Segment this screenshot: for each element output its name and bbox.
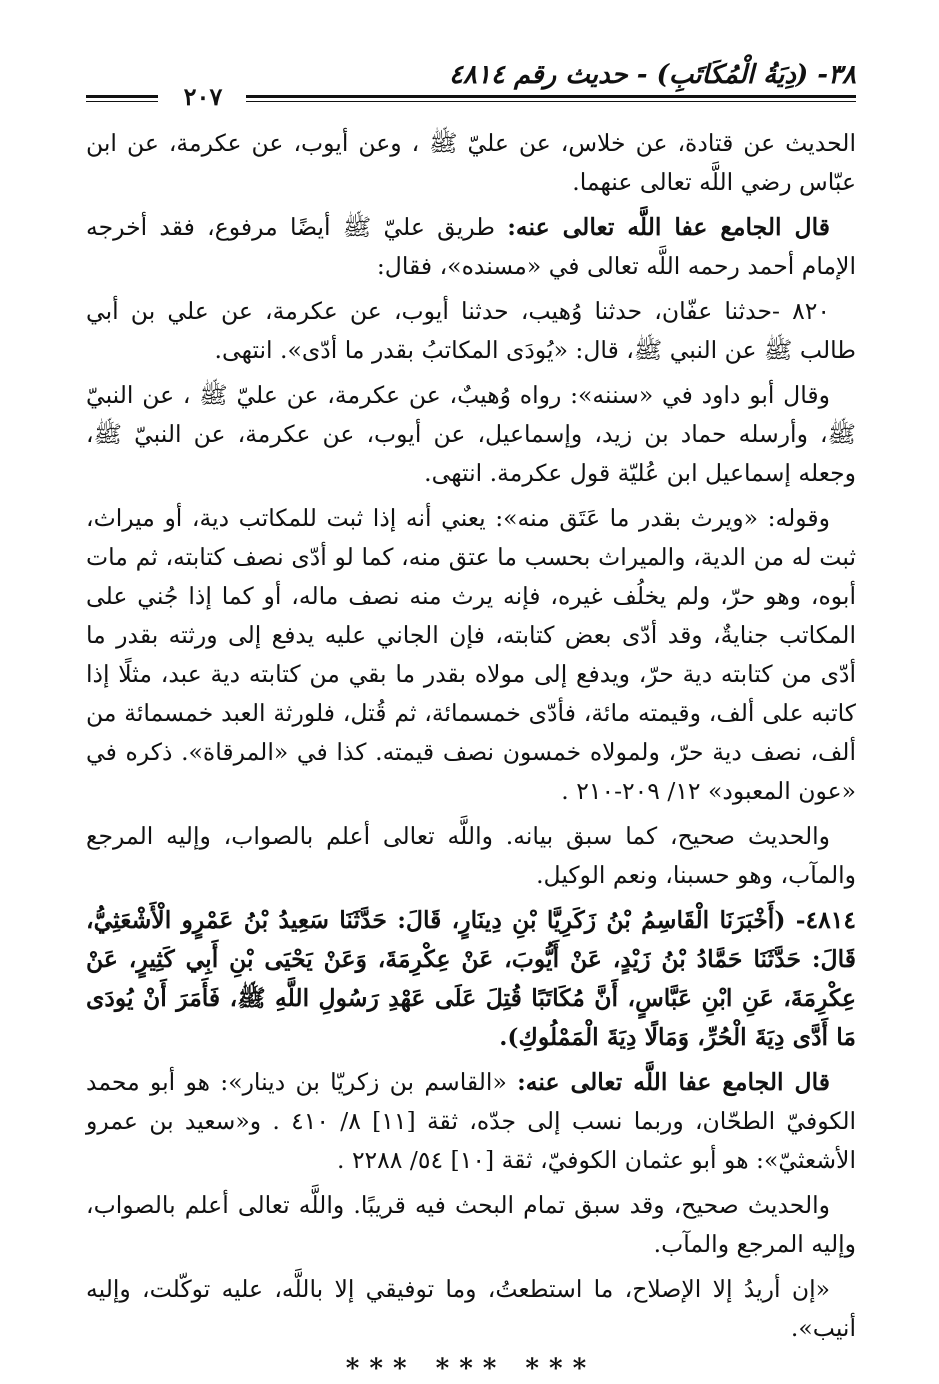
body-text [86,124,856,1384]
author-note-lead-2: قال الجامع عفا اللَّه تعالى عنه: [517,1068,830,1096]
paragraph-2-text: طريق عليّ ﷺ أيضًا مرفوع، فقد أخرجه الإمام أحمد رحمه اللَّه تعالى في «مسنده»، فقال: [86,213,856,280]
paragraph-8: والحديث صحيح، وقد سبق تمام البحث فيه قريبًا. واللَّه تعالى أعلم بالصواب، وإليه المرجع والمآب. [86,1191,856,1258]
paragraph-3: ٨٢٠ -حدثنا عفّان، حدثنا وُهيب، حدثنا أيوب، عن عكرمة، عن علي بن أبي طالب ﷺ عن النبي ﷺ، قال: «يُودَى المكاتبُ بقدر ما أدّى». انتهى. [86,297,856,364]
paragraph-7 [86,1063,856,1180]
paragraph-4: وقال أبو داود في «سننه»: رواه وُهيبٌ، عن عكرمة، عن عليّ ﷺ ، عن النبيّ ﷺ، وأرسله حماد بن زيد، وإسماعيل، عن أيوب، عن عكرمة، عن النبيّ ﷺ، وجعله إسماعيل ابن عُليّة قول عكرمة. انتهى. [86,381,856,487]
page-header [86,56,856,111]
author-note-lead: قال الجامع عفا اللَّه تعالى عنه: [507,213,830,241]
paragraph-2 [86,208,856,286]
header-rule [246,95,856,98]
page-number: ٢٠٧ [183,82,223,111]
header-rule-thin [246,101,856,102]
section-separator: *** *** *** [345,1354,597,1384]
chapter-title: ٣٨- (دِيَةُ الْمُكَاتَبِ) - حديث رقم ٤٨١٤ [448,60,856,90]
header-rule-left-thin [86,101,158,102]
hadith-text: ٤٨١٤- (أَخْبَرَنَا الْقَاسِمُ بْنُ زَكَرِيَّا بْنِ دِينَارٍ، قَالَ: حَدَّثَنَا سَعِيدُ بْنُ عَمْرٍو الْأَشْعَثِيُّ، قَالَ: حَدَّثَنَا حَمَّادُ بْنُ زَيْدٍ، عَنْ أَيُّوبَ، عَنْ عِكْرِمَةَ، وَعَنْ يَحْيَى بْنِ أَبِي كَثِيرٍ، عَنْ عِكْرِمَةَ، عَنِ ابْنِ عَبَّاسٍ، أَنَّ مُكَاتَبًا قُتِلَ عَلَى عَهْدِ رَسُولِ اللَّهِ ﷺ، فَأَمَرَ أَنْ يُودَى مَا أَدَّى دِيَةَ الْحُرِّ، وَمَالًا دِيَةَ الْمَمْلُوكِ). [86,906,856,1051]
paragraph-5: وقوله: «ويرث بقدر ما عَتَق منه»: يعني أنه إذا ثبت للمكاتب دية، أو ميراث، ثبت له من الدية، والميراث بحسب ما عتق منه، كما لو أدّى نصف كتابته، ثم مات أبوه، وهو حرّ، ولم يخلُف غيره، فإنه يرث منه نصف ماله، أو كما إذا جُني على المكاتب جنايةٌ، وقد أدّى بعض كتابته، فإن الجاني عليه يدفع إلى ورثته بقدر ما أدّى من كتابته دية حرّ، ويدفع إلى مولاه بقدر ما بقي من كتابته دية عبد، مثلًا إذا كاتبه على ألف، وقيمته مائة، فأدّى خمسمائة، ثم قُتل، فلورثة العبد خمسمائة من ألف، نصف دية حرّ، ولمولاه خمسون نصف قيمته. كذا في «المرقاة». ذكره في «عون المعبود» ١٢/ ٢٠٩-٢١٠ . [86,504,856,805]
paragraph-9: «إن أريدُ إلا الإصلاح، ما استطعتُ، وما توفيقي إلا باللَّه، عليه توكّلت، وإليه أنيب». [86,1275,856,1342]
paragraph-6: والحديث صحيح، كما سبق بيانه. واللَّه تعالى أعلم بالصواب، وإليه المرجع والمآب، وهو حسبنا، ونعم الوكيل. [86,822,856,889]
header-rule-left [86,95,158,98]
page [86,56,856,1384]
paragraph-1: الحديث عن قتادة، عن خلاس، عن عليّ ﷺ ، وعن أيوب، عن عكرمة، عن ابن عبّاس رضي اللَّه تعالى عنهما. [86,129,856,196]
paragraph-7-text: «القاسم بن زكريّا بن دينار»: هو أبو محمد الكوفيّ الطحّان، وربما نسب إلى جدّه، ثقة [١١] ٨/ ٤١٠ . و«سعيد بن عمرو الأشعثيّ»: هو أبو عثمان الكوفيّ، ثقة [١٠] ٥٤/ ٢٢٨٨ . [86,1068,857,1174]
